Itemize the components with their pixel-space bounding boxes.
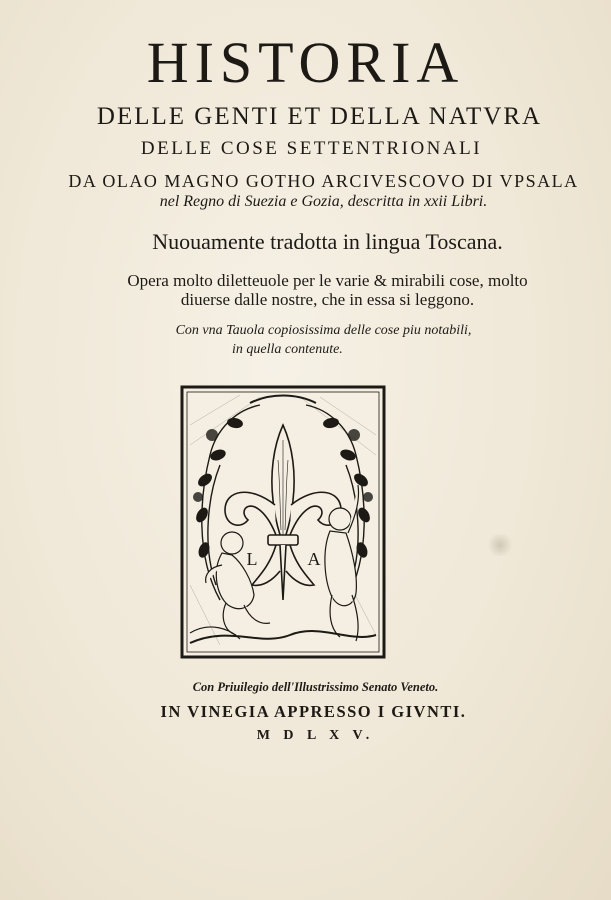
book-title: HISTORIA <box>146 30 465 95</box>
index-note-line-1: Con vna Tauola copiosissima delle cose piu notabili, <box>175 323 472 338</box>
device-letter-a: A <box>307 549 321 569</box>
imprint-line: IN VINEGIA APPRESSO I GIVNTI. <box>160 702 467 721</box>
subtitle-line-2: DELLE COSE SETTENTRIONALI <box>140 138 483 159</box>
paper-stain <box>486 534 514 556</box>
privilege-line: Con Priuilegio dell'Illustrissimo Senato Veneto. <box>192 680 439 694</box>
printers-device-woodcut <box>180 385 386 659</box>
description-line-1: Opera molto diletteuole per le varie & mirabili cose, molto <box>127 271 528 290</box>
author-line: DA OLAO MAGNO GOTHO ARCIVESCOVO DI VPSALA <box>68 171 579 191</box>
index-note-line-2: in quella contenute. <box>232 342 343 357</box>
publication-date: M D L X V. <box>256 728 375 743</box>
subtitle-line-1: DELLE GENTI ET DELLA NATVRA <box>96 103 543 130</box>
translation-note: Nuouamente tradotta in lingua Toscana. <box>152 229 503 254</box>
device-letter-l: L <box>246 549 258 569</box>
author-description: nel Regno di Suezia e Gozia, descritta in xxii Libri. <box>159 193 488 210</box>
description-line-2: diuerse dalle nostre, che in essa si leggono. <box>180 290 475 309</box>
